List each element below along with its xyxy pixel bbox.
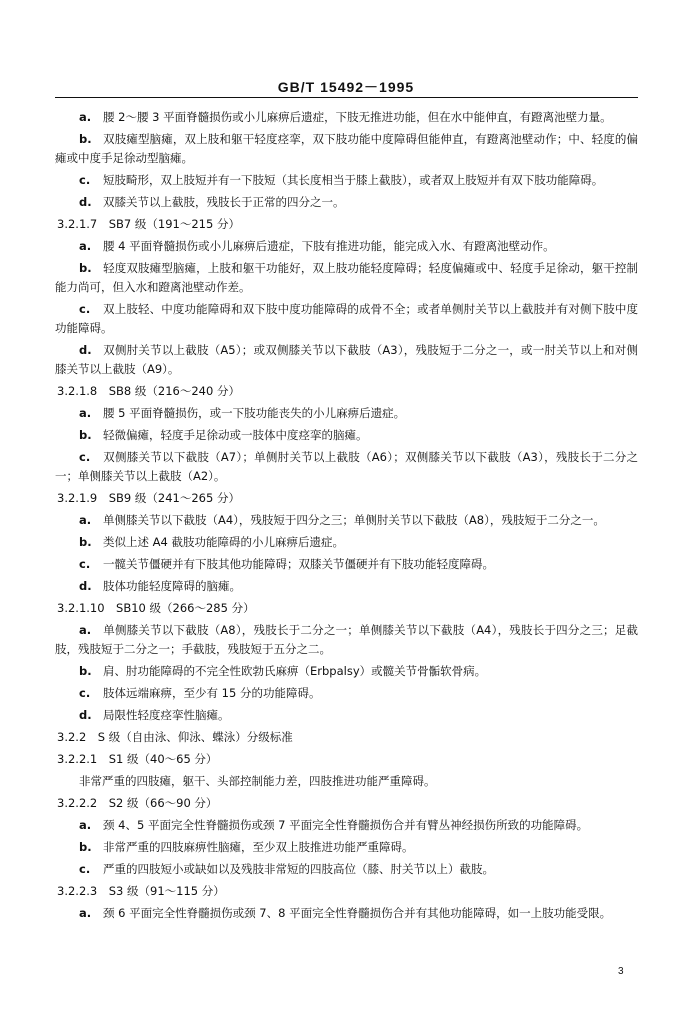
list-item — [55, 511, 638, 530]
list-item-text: 局限性轻度痉挛性脑瘫。 — [103, 708, 230, 722]
section-heading: 3.2.1.9 SB9 级（241～265 分） — [57, 491, 240, 505]
list-item — [55, 533, 638, 552]
list-item-marker: b. — [79, 428, 92, 442]
list-item-text: 类似上述 A4 截肢功能障碍的小儿麻痹后遗症。 — [103, 535, 344, 549]
list-item-text: 一髋关节僵硬并有下肢其他功能障碍；双膝关节僵硬并有下肢功能轻度障碍。 — [103, 557, 494, 571]
list-item — [55, 193, 638, 212]
list-item-marker: b. — [79, 261, 92, 275]
list-item — [55, 237, 638, 256]
list-item-text: 双上肢轻、中度功能障碍和双下肢中度功能障碍的成骨不全；或者单侧肘关节以上截肢并有对侧下肢中度功能障碍。 — [55, 302, 638, 335]
list-item-text: 腰 2～腰 3 平面脊髓损伤或小儿麻痹后遗症，下肢无推进功能，但在水中能伸直，有蹬离池壁力量。 — [103, 110, 612, 124]
section-heading: 3.2.1.8 SB8 级（216～240 分） — [57, 384, 240, 398]
list-item-text: 腰 5 平面脊髓损伤，或一下肢功能丧失的小儿麻痹后遗症。 — [103, 406, 406, 420]
list-item-marker: b. — [79, 840, 92, 854]
list-item — [55, 426, 638, 445]
list-item-text: 单侧膝关节以下截肢（A8），残肢长于二分之一；单侧膝关节以下截肢（A4），残肢长于四分之三；足截肢，残肢短于二分之一；手截肢，残肢短于五分之二。 — [55, 623, 638, 656]
list-item-marker: a. — [79, 513, 92, 527]
section-heading: 3.2.2.3 S3 级（91～115 分） — [57, 884, 225, 898]
list-item — [55, 300, 638, 338]
list-item-marker: b. — [79, 132, 92, 146]
paragraph: 非常严重的四肢瘫，躯干、头部控制能力差，四肢推进功能严重障碍。 — [79, 774, 436, 788]
list-item-marker: d. — [79, 579, 92, 593]
list-item — [55, 108, 638, 127]
list-item-text: 严重的四肢短小或缺如以及残肢非常短的四肢高位（膝、肘关节以上）截肢。 — [103, 862, 494, 876]
list-item-text: 双膝关节以上截肢，残肢长于正常的四分之一。 — [103, 195, 345, 209]
section-heading: 3.2.1.7 SB7 级（191～215 分） — [57, 217, 240, 231]
list-item-marker: a. — [79, 818, 92, 832]
section-heading: 3.2.2.1 S1 级（40～65 分） — [57, 752, 218, 766]
list-item-text: 轻度双肢瘫型脑瘫，上肢和躯干功能好，双上肢功能轻度障碍；轻度偏瘫或中、轻度手足徐动，躯干控制能力尚可，但入水和蹬离池壁动作差。 — [55, 261, 638, 294]
document-header: GB/T 15492－1995 — [277, 79, 415, 95]
list-item-text: 肢体功能轻度障碍的脑瘫。 — [103, 579, 241, 593]
list-item-text: 双侧膝关节以下截肢（A7）；单侧肘关节以上截肢（A6）；双侧膝关节以下截肢（A3），残肢长于二分之一；单侧膝关节以上截肢（A2）。 — [55, 450, 638, 483]
list-item — [55, 838, 638, 857]
list-item — [55, 448, 638, 486]
list-item-marker: b. — [79, 664, 92, 678]
list-item-marker: d. — [79, 195, 92, 209]
list-item-text: 单侧膝关节以下截肢（A4），残肢短于四分之三；单侧肘关节以下截肢（A8），残肢短于二分之一。 — [103, 513, 605, 527]
list-item — [55, 171, 638, 190]
list-item-marker: a. — [79, 239, 92, 253]
list-item-text: 腰 4 平面脊髓损伤或小儿麻痹后遗症，下肢有推进功能，能完成入水、有蹬离池壁动作。 — [103, 239, 555, 253]
list-item-text: 双肢瘫型脑瘫，双上肢和躯干轻度痉挛，双下肢功能中度障碍但能伸直，有蹬离池壁动作；中、轻度的偏瘫或中度手足徐动型脑瘫。 — [55, 132, 638, 165]
list-item — [55, 706, 638, 725]
list-item — [55, 904, 638, 923]
list-item-marker: a. — [79, 406, 92, 420]
list-item — [55, 404, 638, 423]
list-item — [55, 684, 638, 703]
list-item — [55, 259, 638, 297]
list-item-marker: d. — [79, 343, 92, 357]
list-item — [55, 130, 638, 168]
list-item — [55, 816, 638, 835]
list-item-text: 肢体远端麻痹，至少有 15 分的功能障碍。 — [103, 686, 321, 700]
list-item — [55, 341, 638, 379]
list-item-marker: c. — [79, 557, 91, 571]
list-item-marker: a. — [79, 623, 92, 637]
list-item-text: 颈 4、5 平面完全性脊髓损伤或颈 7 平面完全性脊髓损伤合并有臂丛神经损伤所致的功能障碍。 — [103, 818, 589, 832]
list-item — [55, 577, 638, 596]
list-item-marker: c. — [79, 862, 91, 876]
list-item-marker: a. — [79, 110, 92, 124]
list-item-marker: c. — [79, 302, 91, 316]
list-item-marker: d. — [79, 708, 92, 722]
list-item — [55, 662, 638, 681]
list-item-text: 肩、肘功能障碍的不完全性欧勃氏麻痹（Erbpalsy）或髋关节骨骺软骨病。 — [103, 664, 487, 678]
list-item-marker: c. — [79, 173, 91, 187]
list-item-text: 轻微偏瘫，轻度手足徐动或一肢体中度痉挛的脑瘫。 — [103, 428, 368, 442]
list-item-text: 非常严重的四肢麻痹性脑瘫，至少双上肢推进功能严重障碍。 — [103, 840, 414, 854]
list-item — [55, 621, 638, 659]
header-rule — [55, 97, 638, 98]
list-item-marker: c. — [79, 450, 91, 464]
list-item-text: 双侧肘关节以上截肢（A5）；或双侧膝关节以下截肢（A3），残肢短于二分之一，或一肘关节以上和对侧膝关节以上截肢（A9）。 — [55, 343, 638, 376]
section-heading: 3.2.1.10 SB10 级（266～285 分） — [57, 601, 255, 615]
page-number: 3 — [618, 966, 624, 977]
list-item-text: 颈 6 平面完全性脊髓损伤或颈 7、8 平面完全性脊髓损伤合并有其他功能障碍，如一上肢功能受限。 — [103, 906, 612, 920]
list-item — [55, 555, 638, 574]
list-item-text: 短肢畸形，双上肢短并有一下肢短（其长度相当于膝上截肢），或者双上肢短并有双下肢功能障碍。 — [103, 173, 604, 187]
list-item — [55, 860, 638, 879]
section-heading: 3.2.2.2 S2 级（66～90 分） — [57, 796, 218, 810]
list-item-marker: a. — [79, 906, 92, 920]
list-item-marker: b. — [79, 535, 92, 549]
document-body — [55, 108, 638, 926]
section-heading: 3.2.2 S 级（自由泳、仰泳、蝶泳）分级标准 — [57, 730, 293, 744]
list-item-marker: c. — [79, 686, 91, 700]
